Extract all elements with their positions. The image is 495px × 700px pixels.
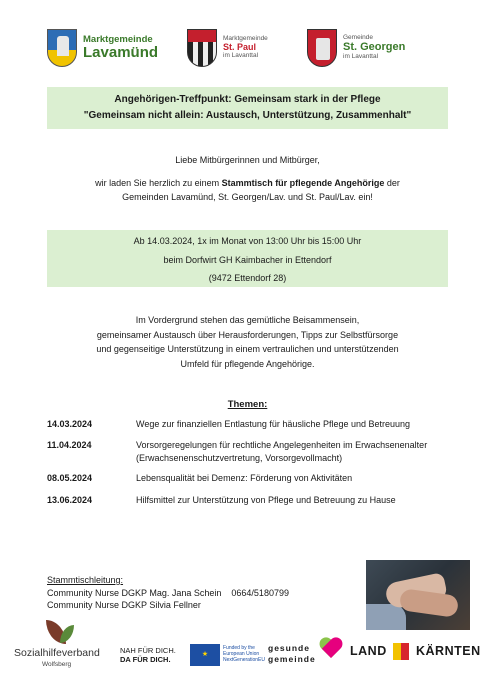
logo-nah-fuer-dich: [120, 646, 176, 664]
stpaul-coat-of-arms-icon: [187, 29, 217, 67]
theme-text: Wege zur finanziellen Entlastung für häusliche Pflege und Betreuung: [136, 419, 411, 429]
lead-person2: Community Nurse DGKP Silvia Fellner: [47, 600, 201, 610]
header-logos: [0, 26, 495, 70]
theme-date: 11.04.2024: [47, 439, 92, 450]
leaf-icon: [60, 625, 74, 643]
stgeorgen-coat-of-arms-icon: [307, 29, 337, 67]
gg-line2: gemeinde: [268, 654, 316, 664]
footer-logos: [0, 620, 495, 680]
theme-text: Lebensqualität bei Demenz: Förderung von Aktivitäten: [136, 472, 353, 483]
lead-person1: Community Nurse DGKP Mag. Jana Schein: [47, 587, 222, 598]
intro-line2-bold: Stammtisch für pflegende Angehörige: [221, 177, 385, 188]
intro-greeting: Liebe Mitbürgerinnen und Mitbürger,: [175, 155, 320, 165]
stpaul-line1: Marktgemeinde: [223, 35, 268, 43]
intro-line2: [25, 176, 470, 191]
theme-text: Hilfsmittel zur Unterstützung von Pflege und Betreuung zu Hause: [136, 495, 396, 505]
land-text: LAND: [350, 644, 387, 658]
stgeorgen-line1: Gemeinde: [343, 34, 373, 42]
description-line3: und gegenseitige Unterstützung in einem vertraulichen und unterstützenden: [96, 344, 399, 354]
stpaul-line3: im Lavanttal: [223, 51, 259, 59]
sozial-name: Sozialhilfeverband: [14, 647, 100, 659]
eu-flag-icon: ★: [190, 644, 220, 666]
theme-row: [47, 439, 457, 466]
kaernten-flag-icon: [393, 643, 409, 660]
logo-lavamuend: [47, 26, 158, 70]
lavamuend-line1: Marktgemeinde: [83, 34, 153, 46]
description-line4: Umfeld für pflegende Angehörige.: [180, 358, 315, 369]
info-date-time: Ab 14.03.2024, 1x im Monat von 13:00 Uhr bis 15:00 Uhr: [133, 236, 362, 246]
stgeorgen-line2: St. Georgen: [343, 41, 406, 54]
lavamuend-line2: Lavamünd: [83, 44, 159, 62]
theme-date: 14.03.2024: [47, 419, 93, 429]
theme-row: [47, 418, 457, 432]
stgeorgen-line3: im Lavanttal: [343, 52, 379, 60]
eu-line2: European Union: [223, 651, 260, 657]
intro-line2-start: wir laden Sie herzlich zu einem: [95, 177, 222, 188]
stpaul-line2: St. Paul: [223, 42, 257, 53]
logo-eu: [190, 644, 265, 666]
description-line2: gemeinsamer Austausch über Herausforderungen, Tipps zur Selbstfürsorge: [96, 329, 399, 340]
theme-row: [47, 494, 457, 508]
eu-line1: Funded by the: [223, 645, 255, 651]
heart-icon: [318, 638, 344, 660]
description-line1: Im Vordergrund stehen das gemütliche Beisammensein,: [135, 315, 360, 325]
sozial-sub: Wolfsberg: [42, 661, 72, 668]
info-box: [47, 230, 448, 287]
logo-stgeorgen: [307, 26, 405, 70]
nah-line1: NAH FÜR DICH.: [120, 646, 176, 655]
lead-person1-row: [47, 587, 289, 600]
title-box: [47, 87, 448, 129]
theme-text: Vorsorgeregelungen für rechtliche Angelegenheiten im Erwachsenenalter (Erwachsenenschutzvertretung, Vorsorgevollmacht): [136, 439, 428, 463]
eu-text: [223, 645, 265, 663]
info-venue: beim Dorfwirt GH Kaimbacher in Ettendorf: [163, 254, 332, 265]
theme-date: 13.06.2024: [47, 495, 93, 505]
themes-list: [47, 418, 457, 508]
nah-line2: DA FÜR DICH.: [120, 655, 171, 664]
description: [25, 313, 470, 371]
logo-stpaul: [187, 26, 268, 70]
title-line2: "Gemeinsam nicht allein: Austausch, Unterstützung, Zusammenhalt": [83, 110, 412, 121]
kaernten-text: KÄRNTEN: [416, 644, 481, 658]
theme-date: 08.05.2024: [47, 472, 93, 483]
hand-shape: [399, 588, 459, 618]
theme-row: [47, 472, 457, 486]
lead-heading: Stammtischleitung:: [47, 575, 124, 585]
info-address: (9472 Ettendorf 28): [208, 273, 287, 283]
logo-gesunde-gemeinde: [268, 643, 316, 665]
intro-text: [25, 153, 470, 205]
lavamuend-coat-of-arms-icon: [47, 29, 77, 67]
intro-line3: Gemeinden Lavamünd, St. Georgen/Lav. und St. Paul/Lav. ein!: [122, 192, 373, 202]
eu-line3: NextGenerationEU: [223, 657, 265, 663]
lead-phone1: 0664/5180799: [231, 587, 289, 598]
title-line1: Angehörigen-Treffpunkt: Gemeinsam stark in der Pflege: [114, 94, 381, 105]
lead-contacts: [47, 574, 289, 612]
gg-line1: gesunde: [268, 643, 310, 653]
intro-line2-end: der: [384, 177, 400, 188]
themes-heading: Themen:: [227, 399, 268, 410]
